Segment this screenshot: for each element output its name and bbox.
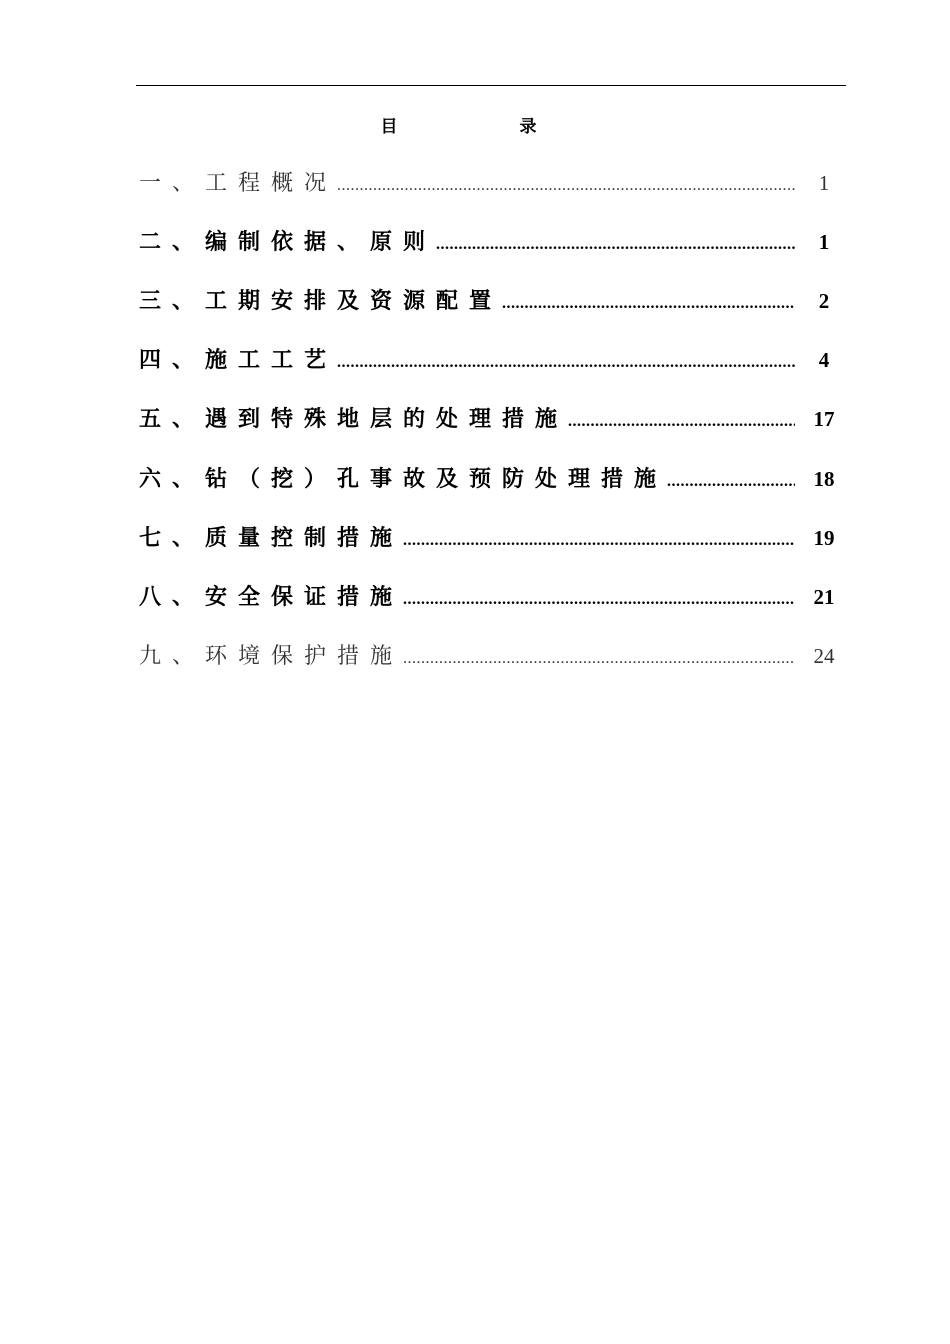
toc-entry-6[interactable] (139, 462, 845, 494)
toc-entry-number: 四、 (139, 348, 206, 373)
toc-entry-page: 19 (813, 526, 835, 550)
toc-entry-1[interactable] (139, 166, 845, 198)
toc-leader-dots (502, 295, 795, 313)
toc-entry-page: 24 (813, 644, 835, 668)
toc-entry-9[interactable] (139, 639, 845, 671)
toc-leader-dots (337, 354, 795, 372)
toc-title: 目 录 (380, 117, 595, 137)
toc-entry-title: 工程概况 (205, 171, 338, 196)
toc-entry-number: 九、 (139, 644, 206, 669)
toc-entry-number: 二、 (139, 230, 206, 255)
toc-entry-page: 1 (818, 230, 830, 254)
toc-entry-title: 钻（挖）孔事故及预防处理措施 (205, 467, 668, 492)
toc-entry-number: 五、 (139, 407, 206, 432)
toc-entry-number: 一、 (139, 171, 206, 196)
toc-entry-page: 4 (818, 348, 830, 372)
toc-entry-5[interactable] (139, 402, 845, 434)
toc-entry-title: 安全保证措施 (205, 585, 404, 610)
toc-entry-title: 遇到特殊地层的处理措施 (205, 407, 569, 432)
toc-leader-dots (436, 236, 795, 254)
toc-entry-title: 工期安排及资源配置 (205, 289, 503, 314)
toc-entry-page: 17 (813, 407, 835, 431)
toc-entry-number: 七、 (139, 526, 206, 551)
toc-entry-number: 六、 (139, 467, 206, 492)
toc-entry-8[interactable] (139, 580, 845, 612)
toc-entry-title: 编制依据、原则 (205, 230, 437, 255)
toc-entry-4[interactable] (139, 343, 845, 375)
toc-leader-dots (403, 650, 795, 668)
toc-entry-page: 18 (813, 467, 835, 491)
toc-entry-2[interactable] (139, 225, 845, 257)
toc-entry-page: 1 (818, 171, 830, 195)
toc-entry-7[interactable] (139, 521, 845, 553)
header-rule (136, 85, 846, 86)
toc-leader-dots (337, 177, 795, 195)
toc-entry-page: 21 (813, 585, 835, 609)
toc-leader-dots (403, 532, 795, 550)
toc-leader-dots (667, 473, 795, 491)
toc-entry-title: 质量控制措施 (205, 526, 404, 551)
toc-leader-dots (403, 591, 795, 609)
toc-entry-3[interactable] (139, 284, 845, 316)
toc-entry-title: 施工工艺 (205, 348, 338, 373)
toc-entry-number: 三、 (139, 289, 206, 314)
toc-entry-title: 环境保护措施 (205, 644, 404, 669)
toc-entry-page: 2 (818, 289, 830, 313)
toc-entry-number: 八、 (139, 585, 206, 610)
toc-leader-dots (568, 413, 795, 431)
